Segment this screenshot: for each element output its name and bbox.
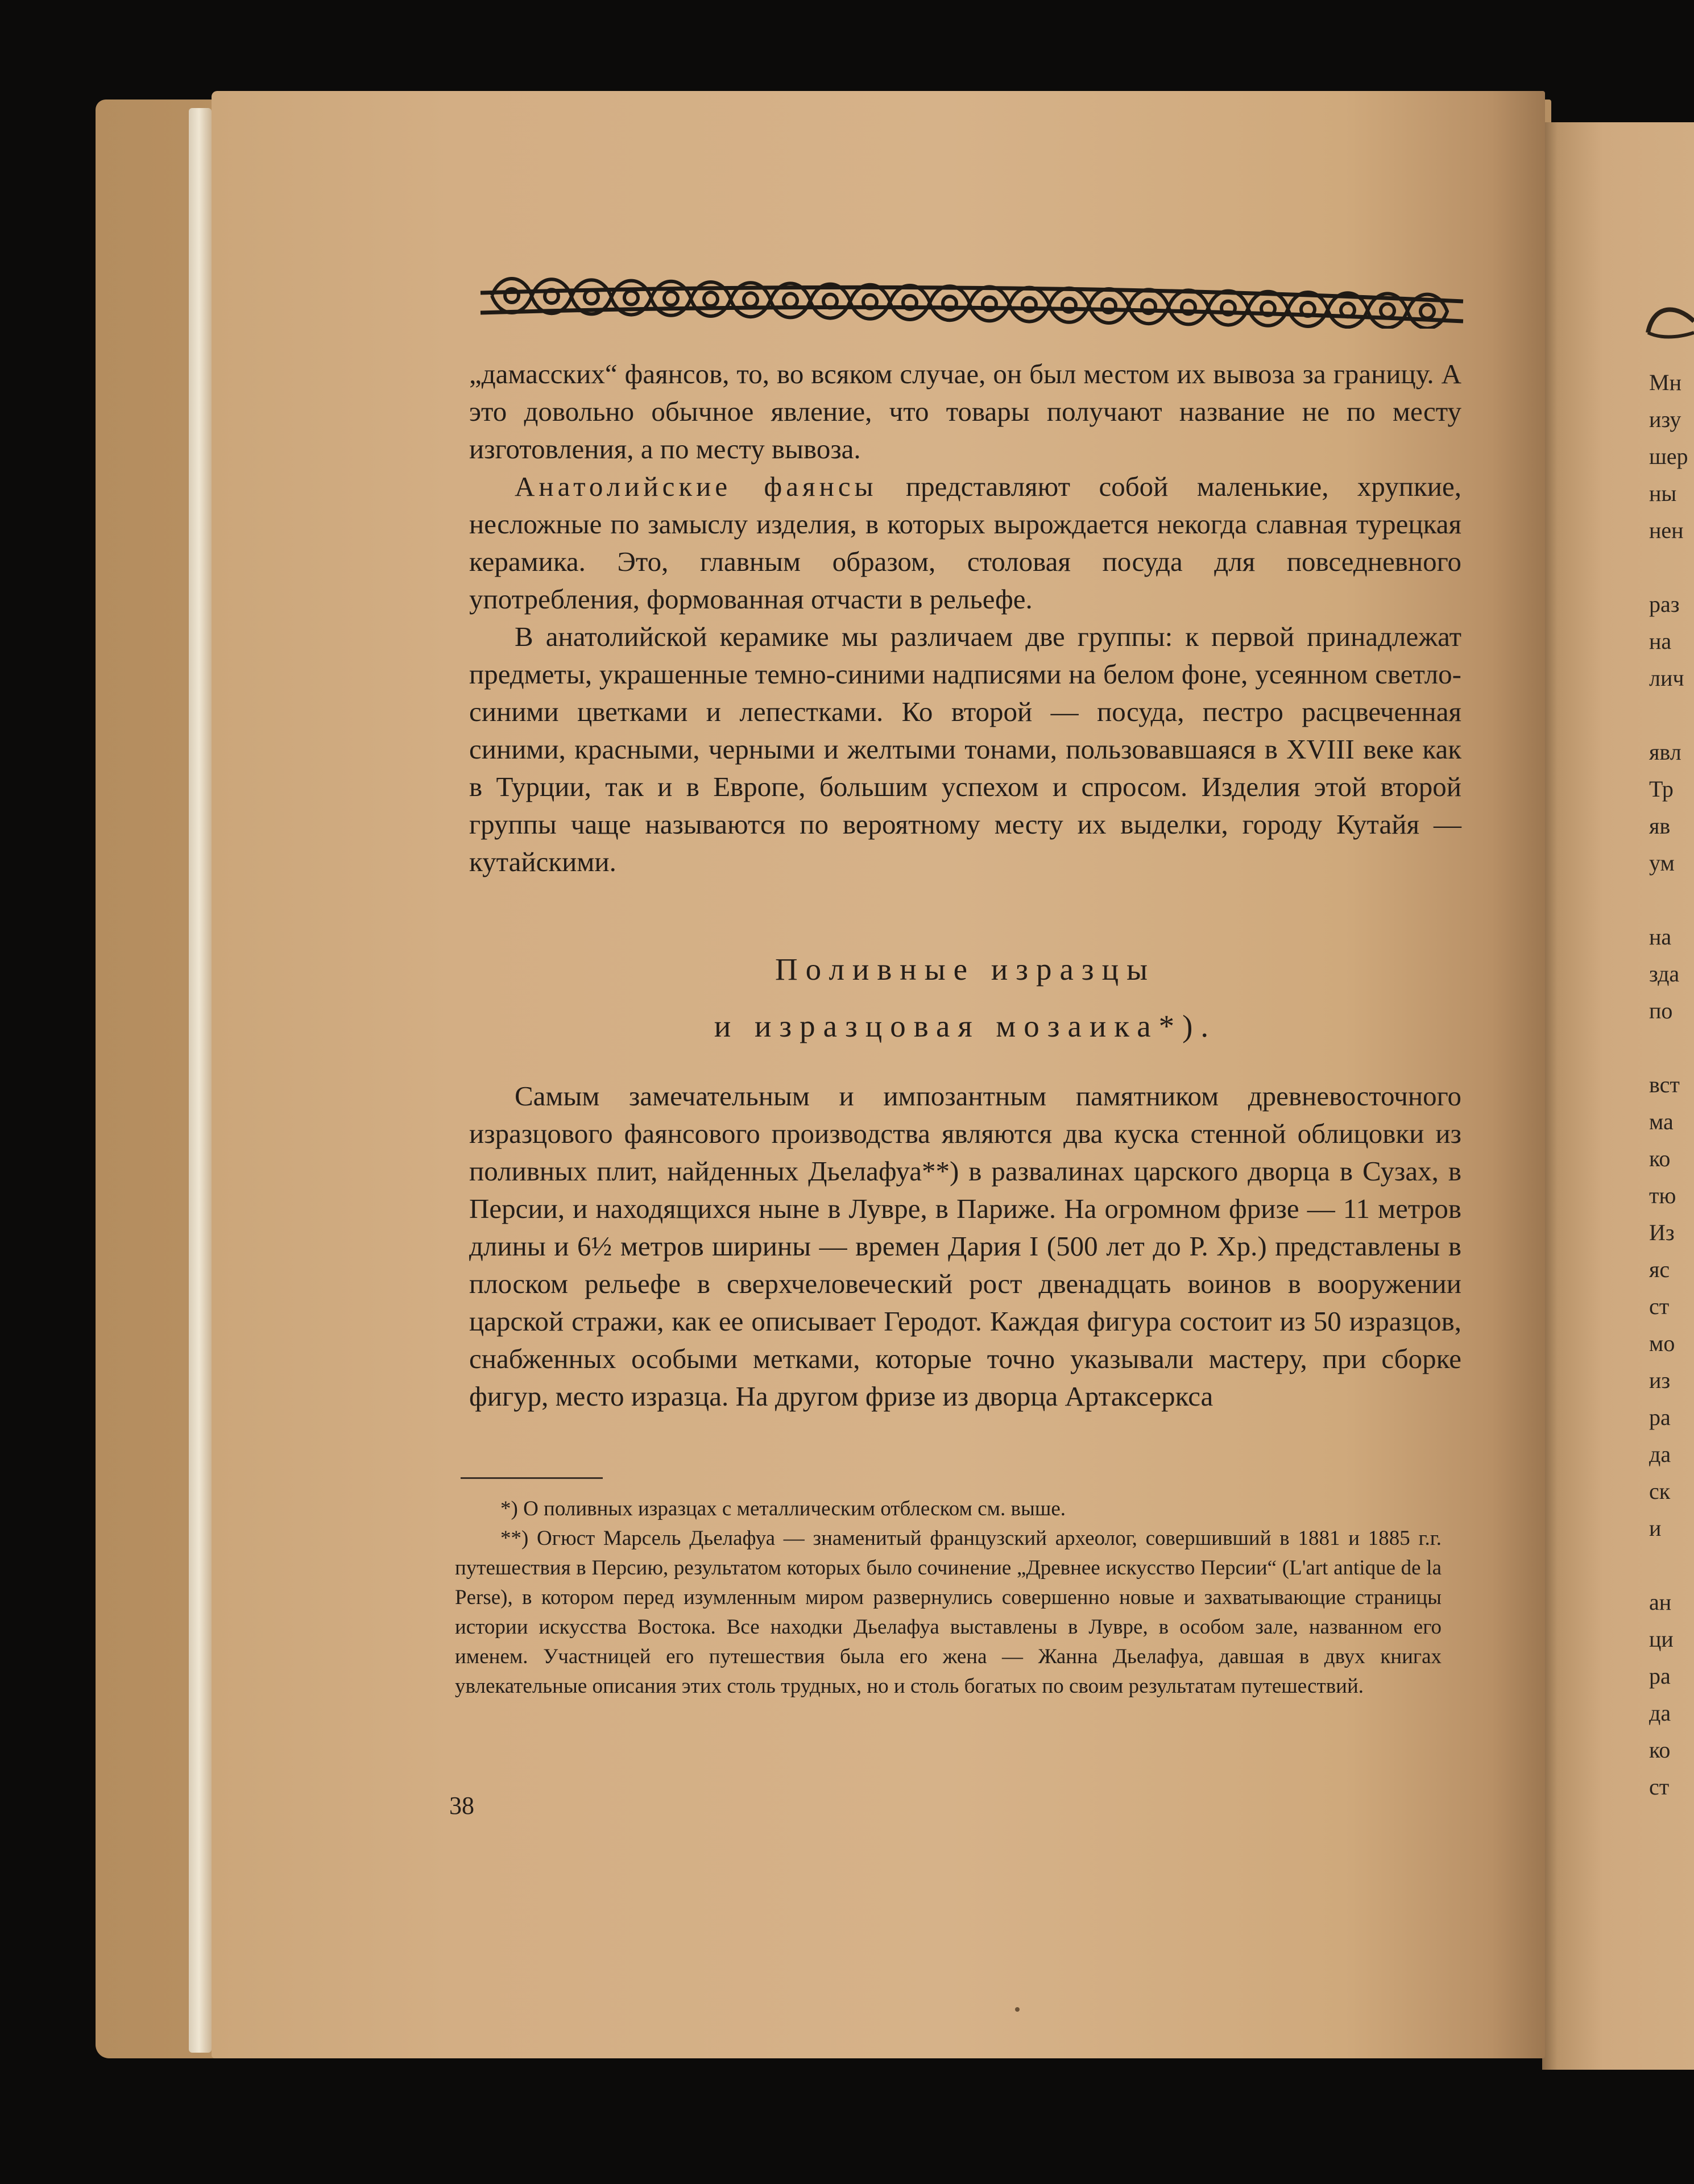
ornament-loop bbox=[930, 286, 970, 320]
ornament-loop bbox=[1089, 289, 1129, 323]
spaced-term: Анатолийские фаянсы bbox=[515, 471, 877, 502]
page-edge bbox=[189, 108, 212, 2053]
page-number: 38 bbox=[449, 1792, 474, 1820]
ornament-loop bbox=[492, 279, 532, 313]
paragraph-anatolian bbox=[469, 468, 1461, 618]
footnote-divider bbox=[461, 1477, 603, 1479]
ornament-loop bbox=[1009, 288, 1049, 322]
paper-speck bbox=[1015, 2007, 1020, 2012]
ornament-knot bbox=[744, 293, 757, 306]
ornament-loop bbox=[970, 287, 1009, 321]
ornament-knot bbox=[704, 292, 718, 306]
ornament-knot bbox=[624, 291, 638, 305]
ornament-loop bbox=[1129, 289, 1169, 324]
body-text-bottom bbox=[469, 1078, 1461, 1415]
ornament-loop bbox=[850, 285, 890, 319]
ornament-loop bbox=[1288, 292, 1328, 326]
ornament-loop bbox=[1208, 291, 1248, 325]
section-heading bbox=[469, 941, 1461, 1055]
paragraph-groups: В анатолийской керамике мы различаем две группы: к первой принадлежат предметы, украшенные темно-синими надписями на белом фоне, усеянном светло-синими цветками и лепестками. Ко второй — посуда, пестро расцвеченная синими, красными, черными и желтыми тонами, пользовавшаяся в XVIII веке как в Турции, так и в Европе, большим успехом и спросом. Изделия этой второй группы чаще называются по вероятному месту их выделки, городу Кутайя — кутайскими. bbox=[469, 621, 1461, 877]
paragraph-anatolian-text: представляют собой маленькие, хрупкие, несложные по замыслу изделия, в которых вырождается некогда славная турецкая керамика. Это, главным образом, столовая посуда для повседневного употребления, формованная отчасти в рельефе. bbox=[469, 471, 1461, 615]
heading-line-2: и изразцовая мозаика*). bbox=[714, 1009, 1217, 1043]
ornament-knot bbox=[784, 293, 797, 307]
footnote-1: *) О поливных изразцах с металлическим отблеском см. выше. bbox=[500, 1497, 1066, 1520]
ornamental-header-band bbox=[475, 262, 1469, 329]
ornament-knot bbox=[585, 290, 598, 304]
paragraph-susa-frieze: Самым замечательным и импозантным памятником древневосточного изразцового фаянсового производства являются два куска стенной облицовки из поливных плит, найденных Дьелафуа**) в развалинах царского дворца в Сузах, в Персии, и находящихся ныне в Лувре, в Париже. На огромном фризе — 11 метров длины и 6½ метров ширины — времен Дария I (500 лет до Р. Хр.) представлены в плоском рельефе в сверхчеловеческий рост двенадцать воинов в вооружении царской стражи, как ее описывает Геродот. Каждая фигура состоит из 50 изразцов, снабженных особыми метками, которые точно указывали мастеру, при сборке фигур, место изразца. На другом фризе из дворца Артаксеркса bbox=[469, 1080, 1461, 1412]
heading-line-1: Поливные изразцы bbox=[774, 952, 1156, 987]
ornament-loop bbox=[890, 285, 930, 320]
paragraph-damascus: „дамасских“ фаянсов, то, во всяком случае, он был местом их вывоза за границу. А это довольно обычное явление, что товары получают название не по месту изготовления, а по месту вывоза. bbox=[469, 358, 1461, 465]
ornament-loop bbox=[1169, 290, 1208, 324]
ornament-knot bbox=[1381, 304, 1394, 317]
ornament-knot bbox=[664, 292, 678, 305]
next-page-text-fragments: Мн изу шер ны нен раз на лич явл Тр яв ум на зда по вст ма ко тю Из яс ст мо из ра да ск и ан ци ра да ко ст bbox=[1649, 370, 1688, 1800]
ornament-loop bbox=[532, 279, 571, 313]
ornament-loop bbox=[1248, 292, 1288, 326]
ornament-loop bbox=[1049, 288, 1089, 322]
ornament-knot bbox=[1420, 305, 1434, 318]
body-text-top bbox=[469, 355, 1461, 881]
footnote-2: **) Огюст Марсель Дьелафуа — знаменитый французский археолог, совершивший в 1881 и 1885 г.г. путешествия в Персию, результатом которых было сочинение „Древнее искусство Персии“ (L'art antique de la Perse), в котором перед изумленным миром развернулись совершенно новые и захватывающие страницы истории искусства Востока. Все находки Дьелафуа выставлены в Лувре, в особом зале, названном его именем. Участницей его путешествия была его жена — Жанна Дьелафуа, давшая в двух книгах увлекательные описания этих столь трудных, но и столь богатых по своим результатам путешествий. bbox=[455, 1527, 1442, 1698]
next-page-ornament bbox=[1642, 299, 1694, 344]
footnotes bbox=[455, 1494, 1442, 1701]
